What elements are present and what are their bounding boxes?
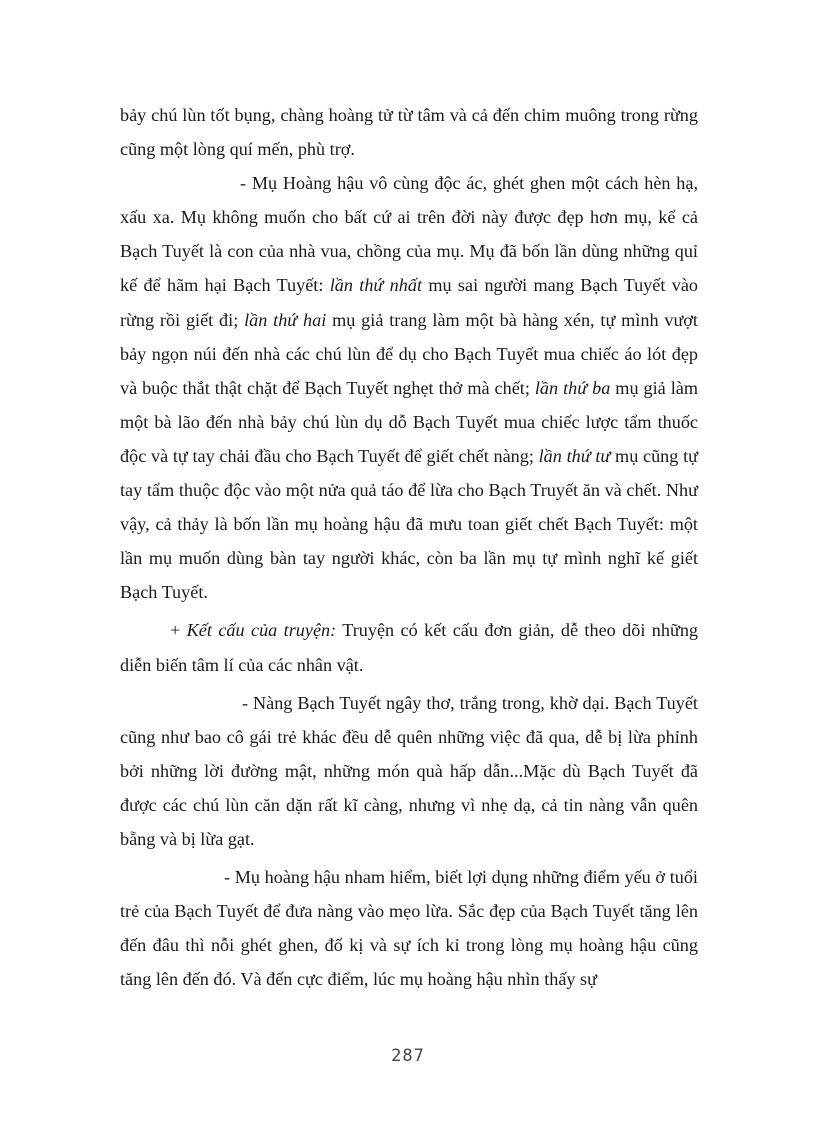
paragraph-1: bảy chú lùn tốt bụng, chàng hoàng tử từ tâm và cả đến chim muông trong rừng cũng một lòng quí mến, phù trợ.	[120, 105, 698, 160]
body-text	[120, 98, 698, 996]
paragraph-4: - Nàng Bạch Tuyết ngây thơ, trắng trong, khờ dại. Bạch Tuyết cũng như bao cô gái trẻ khác đều dễ quên những việc đã qua, dễ bị lừa phỉnh bởi những lời đường mật, những món quà hấp dẫn...Mặc dù Bạch Tuyết đã được các chú lùn căn dặn rất kĩ càng, nhưng vì nhẹ dạ, cả tin nàng vẫn quên bẵng và bị lừa gạt.	[120, 692, 698, 849]
paragraph-2: - Mụ Hoàng hậu vô cùng độc ác, ghét ghen một cách hèn hạ, xấu xa. Mụ không muốn cho bất cứ ai trên đời này được đẹp hơn mụ, kể cả Bạch Tuyết là con của nhà vua, chồng của mụ. Mụ đã bốn lần dùng những quỉ kế để hãm hại Bạch Tuyết: lần thứ nhất mụ sai người mang Bạch Tuyết vào rừng rồi giết đi; lần thứ hai mụ giả trang làm một bà hàng xén, tự mình vượt bảy ngọn núi đến nhà các chú lùn để dụ cho Bạch Tuyết mua chiếc áo lót đẹp và buộc thắt thật chặt để Bạch Tuyết nghẹt thở mà chết; lần thứ ba mụ giả làm một bà lão đến nhà bảy chú lùn dụ dỗ Bạch Tuyết mua chiếc lược tẩm thuốc độc và tự tay chải đầu cho Bạch Tuyết để giết chết nàng; lần thứ tư mụ cũng tự tay tẩm thuộc độc vào một nửa quả táo để lừa cho Bạch Truyết ăn và chết. Như vậy, cả thảy là bốn lần mụ hoàng hậu đã mưu toan giết chết Bạch Tuyết: một lần mụ muốn dùng bàn tay người khác, còn ba lần mụ tự mình nghĩ kế giết Bạch Tuyết.	[120, 173, 699, 603]
paragraph-5: - Mụ hoàng hậu nham hiểm, biết lợi dụng những điểm yếu ở tuổi trẻ của Bạch Tuyết để đưa nàng vào mẹo lừa. Sắc đẹp của Bạch Tuyết tăng lên đến đâu thì nỗi ghét ghen, đố kị và sự ích kỉ trong lòng mụ hoàng hậu cũng tăng lên đến đó. Và đến cực điểm, lúc mụ hoàng hậu nhìn thấy sự	[120, 867, 698, 990]
paragraph-3: + Kết cấu của truyện: Truyện có kết cấu đơn giản, dễ theo dõi những diễn biến tâm lí của các nhân vật.	[120, 620, 699, 675]
page-number: 287	[391, 1046, 425, 1066]
